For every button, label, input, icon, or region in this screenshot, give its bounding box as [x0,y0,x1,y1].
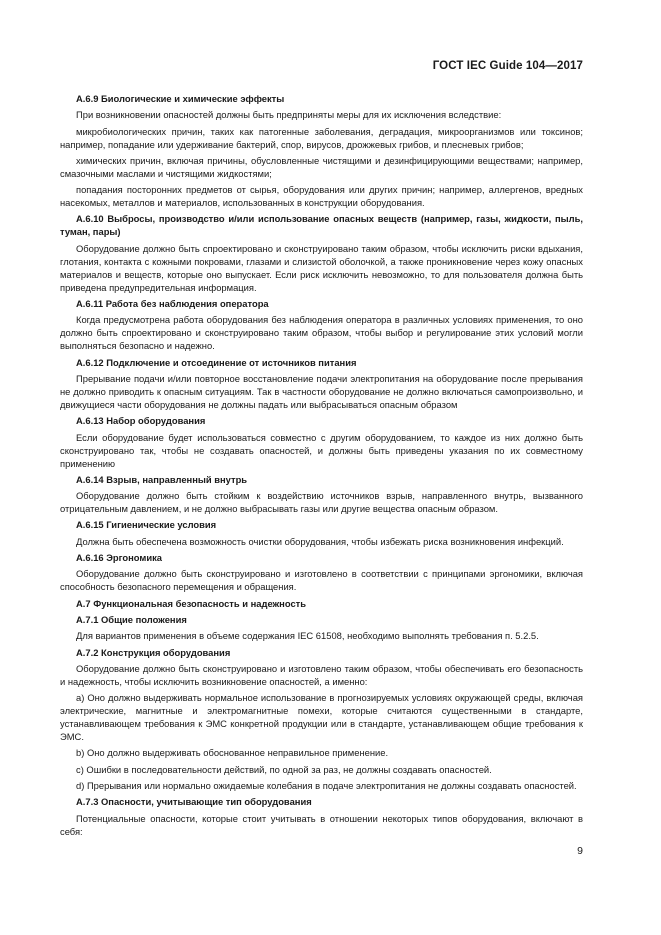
section-heading: А.6.10 Выбросы, производство и/или использование опасных веществ (например, газы, жидкости, пыль, туман, пары) [60,213,583,238]
section-heading: А.6.11 Работа без наблюдения оператора [76,298,269,310]
paragraph: попадания посторонних предметов от сырья, оборудования или других причин; например, аллергенов, вредных насекомых, металлов и материалов, использованных в конструкции оборудования. [60,184,583,209]
section-heading: А.7.2 Конструкция оборудования [76,646,231,658]
section-heading: А.7.1 Общие положения [76,613,187,625]
paragraph: c) Ошибки в последовательности действий, по одной за раз, не должны создавать опасностей. [76,763,492,775]
paragraph: Оборудование должно быть стойким к воздействию источников взрыв, направленного внутрь, вызванного отрицательным давлением, и не должно выбрасывать газы или другие вещества опасным образом. [60,490,583,515]
paragraph: химических причин, включая причины, обусловленные чистящими и дезинфицирующими веществами; например, смазочными маслами и чистящими жидкостями; [60,154,583,179]
paragraph: Оборудование должно быть спроектировано и сконструировано таким образом, чтобы исключить риски вдыхания, глотания, контакта с кожными покровами, глазами и слизистой оболочкой, а также проникновение через кожу опасных материалов и веществ, которые оно выпускает. Если риск исключить невозможно, то для пользователя должна быть приведена предупредительная информация. [60,242,583,293]
section-heading: А.6.9 Биологические и химические эффекты [76,93,285,104]
paragraph: микробиологических причин, таких как патогенные заболевания, деградация, микроорганизмов или токсинов; например, попадание или удерживание бактерий, спор, вирусов, дрожжевых грибов, и плесневых грибов; [60,125,583,150]
section-heading: А.6.14 Взрыв, направленный внутрь [76,473,248,485]
section-heading: А.6.13 Набор оборудования [76,415,206,427]
paragraph: Должна быть обеспечена возможность очистки оборудования, чтобы избежать риска возникновения инфекций. [76,535,564,547]
paragraph: При возникновении опасностей должны быть предприняты меры для их исключения вследствие: [76,109,502,121]
document-code: ГОСТ IEC Guide 104—2017 [432,60,583,72]
page-number: 9 [577,845,583,857]
paragraph: Оборудование должно быть сконструировано и изготовлено таким образом, чтобы обеспечивать его безопасность и надежность, чтобы исключить возникновение опасностей, а именно: [60,662,583,687]
section-heading: А.6.16 Эргономика [76,552,162,564]
paragraph: Когда предусмотрена работа оборудования без наблюдения оператора в различных условиях применения, то оно должно быть спроектировано и сконструировано таким образом, чтобы выбор и регулирование этих условий могли выполняться безопасно и надежно. [60,314,583,352]
paragraph: b) Оно должно выдерживать обоснованное неправильное применение. [76,747,389,759]
paragraph: Прерывание подачи и/или повторное восстановление подачи электропитания на оборудование после прерывания не должно приводить к опасным ситуациям. Так в частности оборудование не должно включаться самопроизвольно, и движущиеся части оборудования не должны падать или выбрасываться опасным образом [60,372,583,410]
paragraph: Если оборудование будет использоваться совместно с другим оборудованием, то каждое из них должно быть сконструировано так, чтобы не создавать опасностей, и должны быть приведены указания по их совместному применению [60,431,583,469]
section-heading: А.7 Функциональная безопасность и надежность [76,597,307,609]
paragraph: Потенциальные опасности, которые стоит учитывать в отношении некоторых типов оборудования, включают в себя: [60,812,583,837]
paragraph: Для вариантов применения в объеме содержания IEC 61508, необходимо выполнять требования п. 5.2.5. [76,630,539,642]
section-heading: А.6.12 Подключение и отсоединение от источников питания [76,356,357,368]
section-heading: А.7.3 Опасности, учитывающие тип оборудования [76,796,312,808]
document-body [60,92,583,841]
section-heading: А.6.15 Гигиенические условия [76,519,217,531]
paragraph: а) Оно должно выдерживать нормальное использование в прогнозируемых условиях окружающей среды, включая электрические, магнитные и электромагнитные помехи, которые считаются существенными в стандарте, устанавливающем требования к ЭМС конкретной продукции или в стандарте, устанавливающем общие требования к ЭМС. [60,692,583,743]
paragraph: d) Прерывания или нормально ожидаемые колебания в подаче электропитания не должны создавать опасностей. [76,780,577,792]
paragraph: Оборудование должно быть сконструировано и изготовлено в соответствии с принципами эргономики, включая способность безопасного перемещения и обращения. [60,568,583,593]
